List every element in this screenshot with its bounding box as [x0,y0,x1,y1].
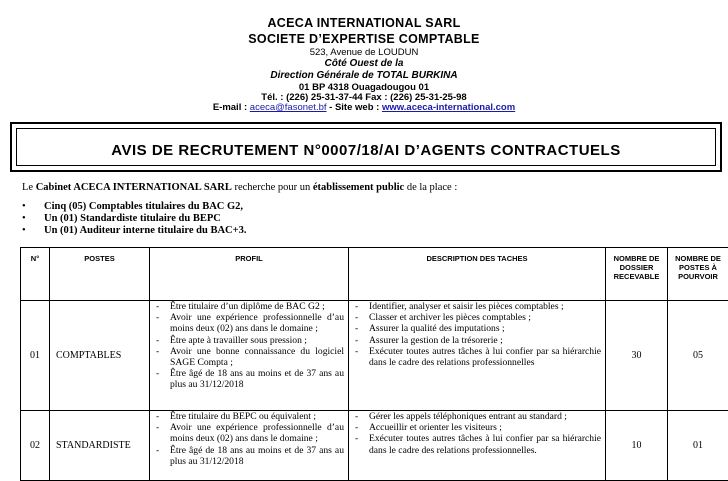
list-item: - Être titulaire du BEPC ou équivalent ; [156,411,344,422]
email-link[interactable]: aceca@fasonet.bf [249,102,327,113]
header-dossiers: NOMBRE DE DOSSIER RECEVABLE [606,248,668,301]
intro-paragraph [22,182,457,193]
company-phone-fax: Tél. : (226) 25-31-37-44 Fax : (226) 25-31-25-98 [261,92,467,103]
list-item: - Être âgé de 18 ans au moins et de 37 ans au plus au 31/12/2018 [156,445,344,467]
recruitment-table [20,247,728,481]
list-item: - Classer et archiver les pièces comptables ; [355,312,601,323]
list-item: - Être âgé de 18 ans au moins et de 37 ans au plus au 31/12/2018 [156,368,344,390]
header-taches: DESCRIPTION DES TACHES [349,248,606,301]
bullet-dot-icon: • [22,225,26,236]
list-item: - Assurer la qualité des imputations ; [355,323,601,334]
notice-title: AVIS DE RECRUTEMENT N°0007/18/AI D’AGENTS CONTRACTUELS [111,142,621,159]
intro-firm: Cabinet ACECA INTERNATIONAL SARL [35,182,232,193]
company-subtitle: SOCIETE D’EXPERTISE COMPTABLE [248,32,480,46]
taches-list [349,301,605,368]
website-link[interactable]: www.aceca-international.com [381,102,516,113]
profil-list [150,301,348,391]
list-item: - Avoir une expérience professionnelle d’au moins deux (02) ans dans le domaine ; [156,422,344,444]
list-item: - Être titulaire d’un diplôme de BAC G2 ; [156,301,344,312]
row-poste: COMPTABLES [50,301,150,411]
list-item: - Exécuter toutes autres tâches à lui confier par sa hiérarchie dans le cadre des relations professionnelles. [355,433,601,455]
header-postes: POSTES [50,248,150,301]
row-nb-postes: 01 [668,411,728,481]
list-item: - Accueillir et orienter les visiteurs ; [355,422,601,433]
list-item: - Assurer la gestion de la trésorerie ; [355,335,601,346]
list-item: - Être apte à travailler sous pression ; [156,335,344,346]
profil-list [150,411,348,467]
company-location-line2: Direction Générale de TOTAL BURKINA [270,70,458,81]
row-dossiers: 10 [606,411,668,481]
company-address: 523, Avenue de LOUDUN [309,47,419,58]
table-row [21,411,728,481]
list-item: - Exécuter toutes autres tâches à lui confier par sa hiérarchie dans le cadre des relations professionnelles [355,346,601,368]
row-profil [150,411,349,481]
bullet-item: • Cinq (05) Comptables titulaires du BAC G2, [22,201,244,212]
list-item: - Identifier, analyser et saisir les pièces comptables ; [355,301,601,312]
company-name: ACECA INTERNATIONAL SARL [267,16,461,30]
row-dossiers: 30 [606,301,668,411]
row-nb-postes: 05 [668,301,728,411]
bullet-item: • Un (01) Auditeur interne titulaire du BAC+3. [22,225,247,236]
bullet-item: • Un (01) Standardiste titulaire du BEPC [22,213,221,224]
row-profil [150,301,349,411]
taches-list [349,411,605,456]
table-header-row [21,248,728,301]
intro-part1: Le [22,182,34,193]
bullet-dot-icon: • [22,201,26,212]
intro-part3: recherche pour un [234,182,311,193]
row-taches [349,411,606,481]
intro-part5: de la place : [406,182,458,193]
list-item: - Avoir une expérience professionnelle d’au moins deux (02) ans dans le domaine ; [156,312,344,334]
row-num: 02 [21,411,50,481]
intro-establishment: établissement public [312,182,405,193]
row-taches [349,301,606,411]
row-num: 01 [21,301,50,411]
header-num: N° [21,248,50,301]
company-location-line1: Côté Ouest de la [324,58,404,69]
bullet-dot-icon: • [22,213,26,224]
site-label: - Site web : [329,102,380,113]
list-item: - Gérer les appels téléphoniques entrant au standard ; [355,411,601,422]
email-label: E-mail : [212,102,248,113]
header-nb-postes: NOMBRE DE POSTES À POURVOIR [668,248,728,301]
notice-banner [10,122,722,172]
header-profil: PROFIL [150,248,349,301]
row-poste: STANDARDISTE [50,411,150,481]
company-contact-line [0,102,728,113]
list-item: - Avoir une bonne connaissance du logiciel SAGE Compta ; [156,346,344,368]
company-po-box: 01 BP 4318 Ouagadougou 01 [298,82,430,93]
table-row [21,301,728,411]
